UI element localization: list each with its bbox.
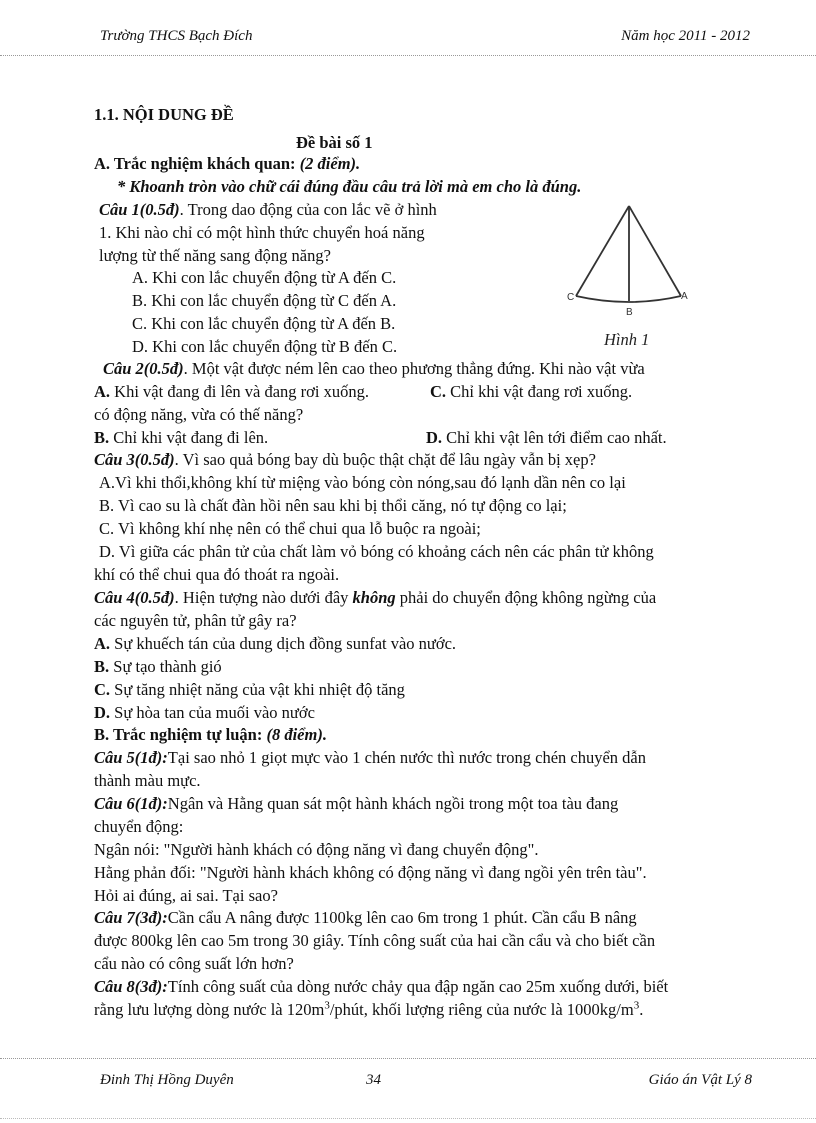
q1-option-a-text: Khi con lắc chuyển động từ A đến C. [148, 268, 397, 287]
q3-label: Câu 3(0.5đ) [94, 450, 175, 469]
q1-option-a [132, 266, 396, 289]
q3-option-d: D. Vì giữa các phân tử của chất làm vỏ bóng có khoảng cách nên các phân tử không [99, 542, 654, 561]
q2-option-d-key: D. [426, 428, 443, 447]
part-b-heading [94, 723, 327, 746]
q7-text1: Cần cẩu A nâng được 1100kg lên cao 6m trong 1 phút. Cần cẩu B nâng [167, 908, 637, 927]
header-rule [0, 55, 816, 57]
q5-label: Câu 5(1đ): [94, 748, 168, 767]
q3-text: . Vì sao quả bóng bay dù buộc thật chặt để lâu ngày vẫn bị xẹp? [174, 450, 596, 469]
q1-option-d-text: Khi con lắc chuyển động từ B đến C. [148, 337, 398, 356]
q2-option-b-text: Chỉ khi vật đang đi lên. [109, 428, 269, 447]
q1-option-b-text: Khi con lắc chuyển động từ C đến A. [147, 291, 397, 310]
q4-option-d-key: D. [94, 703, 111, 722]
q7-text3: cẩu nào có công suất lớn hơn? [94, 954, 294, 973]
q6-text2: chuyển động: [94, 817, 184, 836]
q2-option-b-key: B. [94, 428, 110, 447]
q2-text: . Một vật được ném lên cao theo phương thẳng đứng. Khi nào vật vừa [183, 359, 645, 378]
q1-option-c-text: Khi con lắc chuyển động từ A đến B. [147, 314, 396, 333]
footer-author: Đinh Thị Hồng Duyên [100, 1072, 234, 1088]
q4-post: phải do chuyển động không ngừng của [395, 588, 657, 607]
q1-option-d [132, 335, 397, 358]
footer-book: Giáo án Vật Lý 8 [648, 1072, 752, 1088]
q6-text4: Hằng phản đối: "Người hành khách không có động năng vì đang ngồi yên trên tàu". [94, 863, 647, 882]
q1-text1: . Trong dao động của con lắc vẽ ở hình [179, 200, 437, 219]
q3-option-c: C. Vì không khí nhẹ nên có thể chui qua lỗ buộc ra ngoài; [99, 519, 481, 538]
q2-option-a [94, 380, 369, 403]
q1-option-b [132, 289, 396, 312]
q3-option-b: B. Vì cao su là chất đàn hồi nên sau khi bị thổi căng, nó tự động co lại; [99, 496, 567, 515]
figure-caption: Hình 1 [604, 330, 650, 349]
q2-option-d [426, 426, 667, 449]
footer-page-number: 34 [366, 1072, 381, 1088]
q2-line1 [103, 357, 645, 380]
q8-line1 [94, 975, 668, 998]
q4-label: Câu 4(0.5đ) [94, 588, 175, 607]
part-a-heading [94, 152, 360, 175]
label-a: A [681, 291, 688, 302]
q1-text2: 1. Khi nào chỉ có một hình thức chuyển hoá năng [99, 223, 425, 242]
q2-option-a-key: A. [94, 382, 111, 401]
q8-label: Câu 8(3đ): [94, 977, 168, 996]
pendulum-figure [555, 198, 705, 328]
q8-text2a: rằng lưu lượng dòng nước là 120m [94, 1000, 325, 1019]
pendulum-string-right [629, 206, 681, 296]
q3-option-a: A.Vì khi thổi,không khí từ miệng vào bóng còn nóng,sau đó lạnh dần nên co lại [99, 473, 626, 492]
q8-text1: Tính công suất của dòng nước chảy qua đập ngăn cao 25m xuống dưới, biết [167, 977, 669, 996]
footer-rule [0, 1058, 816, 1060]
q4-cont: các nguyên tử, phân tử gây ra? [94, 611, 297, 630]
part-b-label: B. Trắc nghiệm tự luận: [94, 725, 263, 744]
q4-option-a-key: A. [94, 634, 111, 653]
part-a-points: (2 điểm). [299, 154, 361, 173]
q5-line1 [94, 746, 646, 769]
q8-sup2: 3 [633, 999, 640, 1012]
q1-text3: lượng từ thế năng sang động năng? [99, 246, 331, 265]
part-a-label: A. Trắc nghiệm khách quan: [94, 154, 296, 173]
footer-bottom-rule [0, 1118, 816, 1120]
q2-option-c [430, 380, 632, 403]
q6-text5: Hỏi ai đúng, ai sai. Tại sao? [94, 886, 278, 905]
q4-option-d [94, 701, 315, 724]
q4-option-c-key: C. [94, 680, 111, 699]
q1-option-d-key: D. [132, 337, 149, 356]
q8-text2c: . [639, 1000, 644, 1019]
part-b-points: (8 điểm). [266, 725, 327, 744]
q3-line1 [94, 448, 596, 471]
q7-label: Câu 7(3đ): [94, 908, 168, 927]
q6-text1: Ngân và Hằng quan sát một hành khách ngồi trong một toa tàu đang [167, 794, 619, 813]
q1-label: Câu 1(0.5đ) [99, 200, 180, 219]
q2-option-a-text: Khi vật đang đi lên và đang rơi xuống. [110, 382, 369, 401]
part-a-instruction: * Khoanh tròn vào chữ cái đúng đầu câu trả lời mà em cho là đúng. [117, 177, 582, 196]
q4-option-b [94, 655, 222, 678]
q8-sup1: 3 [324, 999, 330, 1012]
q4-option-b-text: Sự tạo thành gió [109, 657, 222, 676]
section-title: 1.1. NỘI DUNG ĐỀ [94, 105, 234, 124]
q4-pre: . Hiện tượng nào dưới đây [174, 588, 353, 607]
q2-label: Câu 2(0.5đ) [103, 359, 184, 378]
q7-text2: được 800kg lên cao 5m trong 30 giây. Tính công suất của hai cần cẩu và cho biết cần [94, 931, 656, 950]
q1-option-c [132, 312, 395, 335]
label-b: B [626, 307, 633, 318]
q2-cont: có động năng, vừa có thế năng? [94, 405, 304, 424]
q3-option-d-cont: khí có thể chui qua đó thoát ra ngoài. [94, 565, 340, 584]
q4-line1 [94, 586, 656, 609]
q6-line1 [94, 792, 618, 815]
q1-option-a-key: A. [132, 268, 149, 287]
q2-option-d-text: Chỉ khi vật lên tới điểm cao nhất. [442, 428, 667, 447]
exam-title: Đề bài số 1 [296, 133, 373, 152]
q4-emph: không [352, 588, 396, 607]
q4-option-c-text: Sự tăng nhiệt năng của vật khi nhiệt độ tăng [110, 680, 405, 699]
q2-option-c-key: C. [430, 382, 447, 401]
q4-option-c [94, 678, 405, 701]
pendulum-string-left [576, 206, 629, 296]
q1-option-b-key: B. [132, 291, 148, 310]
header-year: Năm học 2011 - 2012 [621, 28, 750, 44]
q1-line1 [99, 198, 437, 221]
q1-option-c-key: C. [132, 314, 148, 333]
q7-line1 [94, 906, 637, 929]
q6-text3: Ngân nói: "Người hành khách có động năng vì đang chuyển động". [94, 840, 539, 859]
q4-option-b-key: B. [94, 657, 110, 676]
q5-text2: thành màu mực. [94, 771, 201, 790]
q6-label: Câu 6(1đ): [94, 794, 168, 813]
q4-option-a-text: Sự khuếch tán của dung dịch đồng sunfat vào nước. [110, 634, 457, 653]
q4-option-a [94, 632, 456, 655]
q8-line2 [94, 998, 643, 1021]
label-c: C [567, 292, 575, 303]
header-school: Trường THCS Bạch Đích [100, 28, 253, 44]
q8-text2b: /phút, khối lượng riêng của nước là 1000kg/m [329, 1000, 634, 1019]
q5-text1: Tại sao nhỏ 1 giọt mực vào 1 chén nước thì nước trong chén chuyển dẫn [167, 748, 646, 767]
q4-option-d-text: Sự hòa tan của muối vào nước [110, 703, 315, 722]
q2-option-c-text: Chỉ khi vật đang rơi xuống. [446, 382, 633, 401]
q2-option-b [94, 426, 268, 449]
